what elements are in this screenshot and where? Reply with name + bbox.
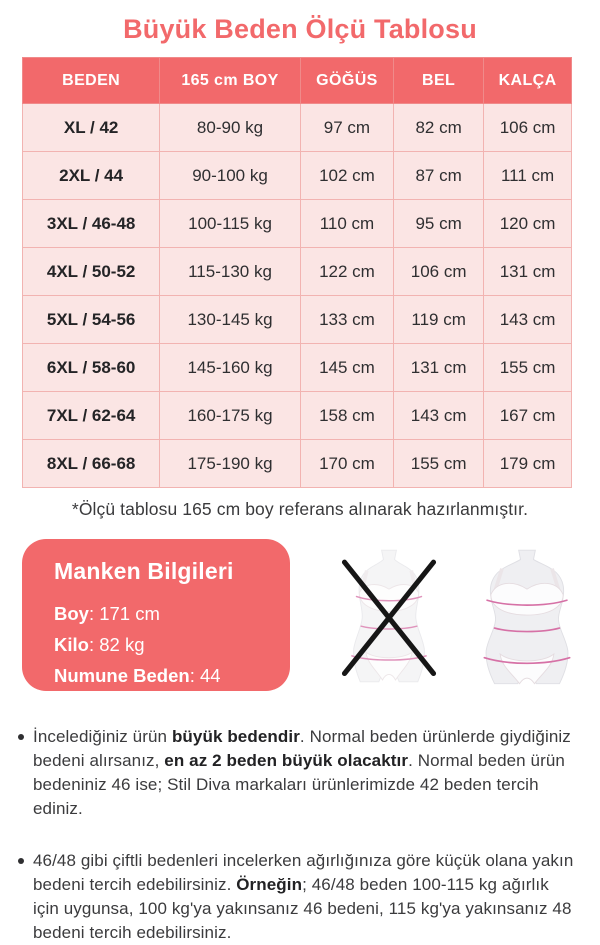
table-cell: 90-100 kg (160, 152, 301, 200)
table-row (23, 440, 572, 488)
table-cell: 3XL / 46-48 (23, 200, 160, 248)
table-cell: 119 cm (394, 296, 484, 344)
table-cell: 111 cm (484, 152, 572, 200)
table-cell: 133 cm (300, 296, 393, 344)
column-header: BEDEN (23, 58, 160, 104)
model-info-section (0, 535, 600, 695)
model-info-fields (54, 598, 276, 691)
table-cell: 145-160 kg (160, 344, 301, 392)
table-cell: 106 cm (394, 248, 484, 296)
note-item: İncelediğiniz ürün büyük bedendir. Normal beden ürünlerde giydiğiniz bedeni alırsanız, en az 2 beden büyük olacaktır. Normal beden ürün bedeniniz 46 ise; Stil Diva markaları ürünlerimizde 42 beden tercih ediniz. (18, 725, 578, 821)
table-cell: 160-175 kg (160, 392, 301, 440)
footnote: *Ölçü tablosu 165 cm boy referans alınarak hazırlanmıştır. (71, 499, 529, 519)
table-row (23, 152, 572, 200)
table-cell: 100-115 kg (160, 200, 301, 248)
model-info-card (22, 539, 290, 691)
table-cell: XL / 42 (23, 104, 160, 152)
table-cell: 95 cm (394, 200, 484, 248)
table-cell: 170 cm (300, 440, 393, 488)
table-cell: 131 cm (484, 248, 572, 296)
table-cell: 158 cm (300, 392, 393, 440)
crossed-slim-figure-icon (338, 547, 440, 685)
table-cell: 102 cm (300, 152, 393, 200)
table-header-row (23, 58, 572, 104)
table-cell: 179 cm (484, 440, 572, 488)
table-cell: 6XL / 58-60 (23, 344, 160, 392)
model-info-field: Numune Beden: 44 (54, 665, 221, 686)
table-cell: 4XL / 50-52 (23, 248, 160, 296)
size-table (22, 57, 572, 488)
plus-size-figure-icon (476, 547, 578, 685)
model-info-field: Kilo: 82 kg (54, 634, 145, 655)
table-row (23, 200, 572, 248)
table-cell: 155 cm (484, 344, 572, 392)
table-cell: 115-130 kg (160, 248, 301, 296)
table-cell: 130-145 kg (160, 296, 301, 344)
table-cell: 143 cm (394, 392, 484, 440)
table-cell: 7XL / 62-64 (23, 392, 160, 440)
notes-list (18, 725, 578, 945)
column-header: KALÇA (484, 58, 572, 104)
column-header: BEL (394, 58, 484, 104)
table-cell: 2XL / 44 (23, 152, 160, 200)
table-row (23, 344, 572, 392)
model-info-title: Manken Bilgileri (54, 558, 234, 584)
table-cell: 131 cm (394, 344, 484, 392)
column-header: GÖĞÜS (300, 58, 393, 104)
table-cell: 145 cm (300, 344, 393, 392)
table-cell: 80-90 kg (160, 104, 301, 152)
table-cell: 97 cm (300, 104, 393, 152)
table-cell: 82 cm (394, 104, 484, 152)
table-row (23, 296, 572, 344)
page-title: Büyük Beden Ölçü Tablosu (123, 14, 477, 44)
note-item: 46/48 gibi çiftli bedenleri incelerken ağırlığınıza göre küçük olana yakın bedeni tercih edebilirsiniz. Örneğin; 46/48 beden 100-115 kg ağırlık için uygunsa, 100 kg'ya yakınsanız 46 bedeni, 115 kg'ya yakınsanız 48 bedeni tercih edebilirsiniz. (18, 849, 578, 945)
table-cell: 106 cm (484, 104, 572, 152)
column-header: 165 cm BOY (160, 58, 301, 104)
table-cell: 143 cm (484, 296, 572, 344)
table-cell: 5XL / 54-56 (23, 296, 160, 344)
table-cell: 120 cm (484, 200, 572, 248)
table-cell: 155 cm (394, 440, 484, 488)
table-cell: 122 cm (300, 248, 393, 296)
table-cell: 8XL / 66-68 (23, 440, 160, 488)
table-cell: 175-190 kg (160, 440, 301, 488)
model-info-field: Boy: 171 cm (54, 603, 160, 624)
table-cell: 167 cm (484, 392, 572, 440)
table-row (23, 392, 572, 440)
table-row (23, 248, 572, 296)
table-cell: 87 cm (394, 152, 484, 200)
table-row (23, 104, 572, 152)
size-chart-infographic (0, 14, 600, 942)
table-cell: 110 cm (300, 200, 393, 248)
